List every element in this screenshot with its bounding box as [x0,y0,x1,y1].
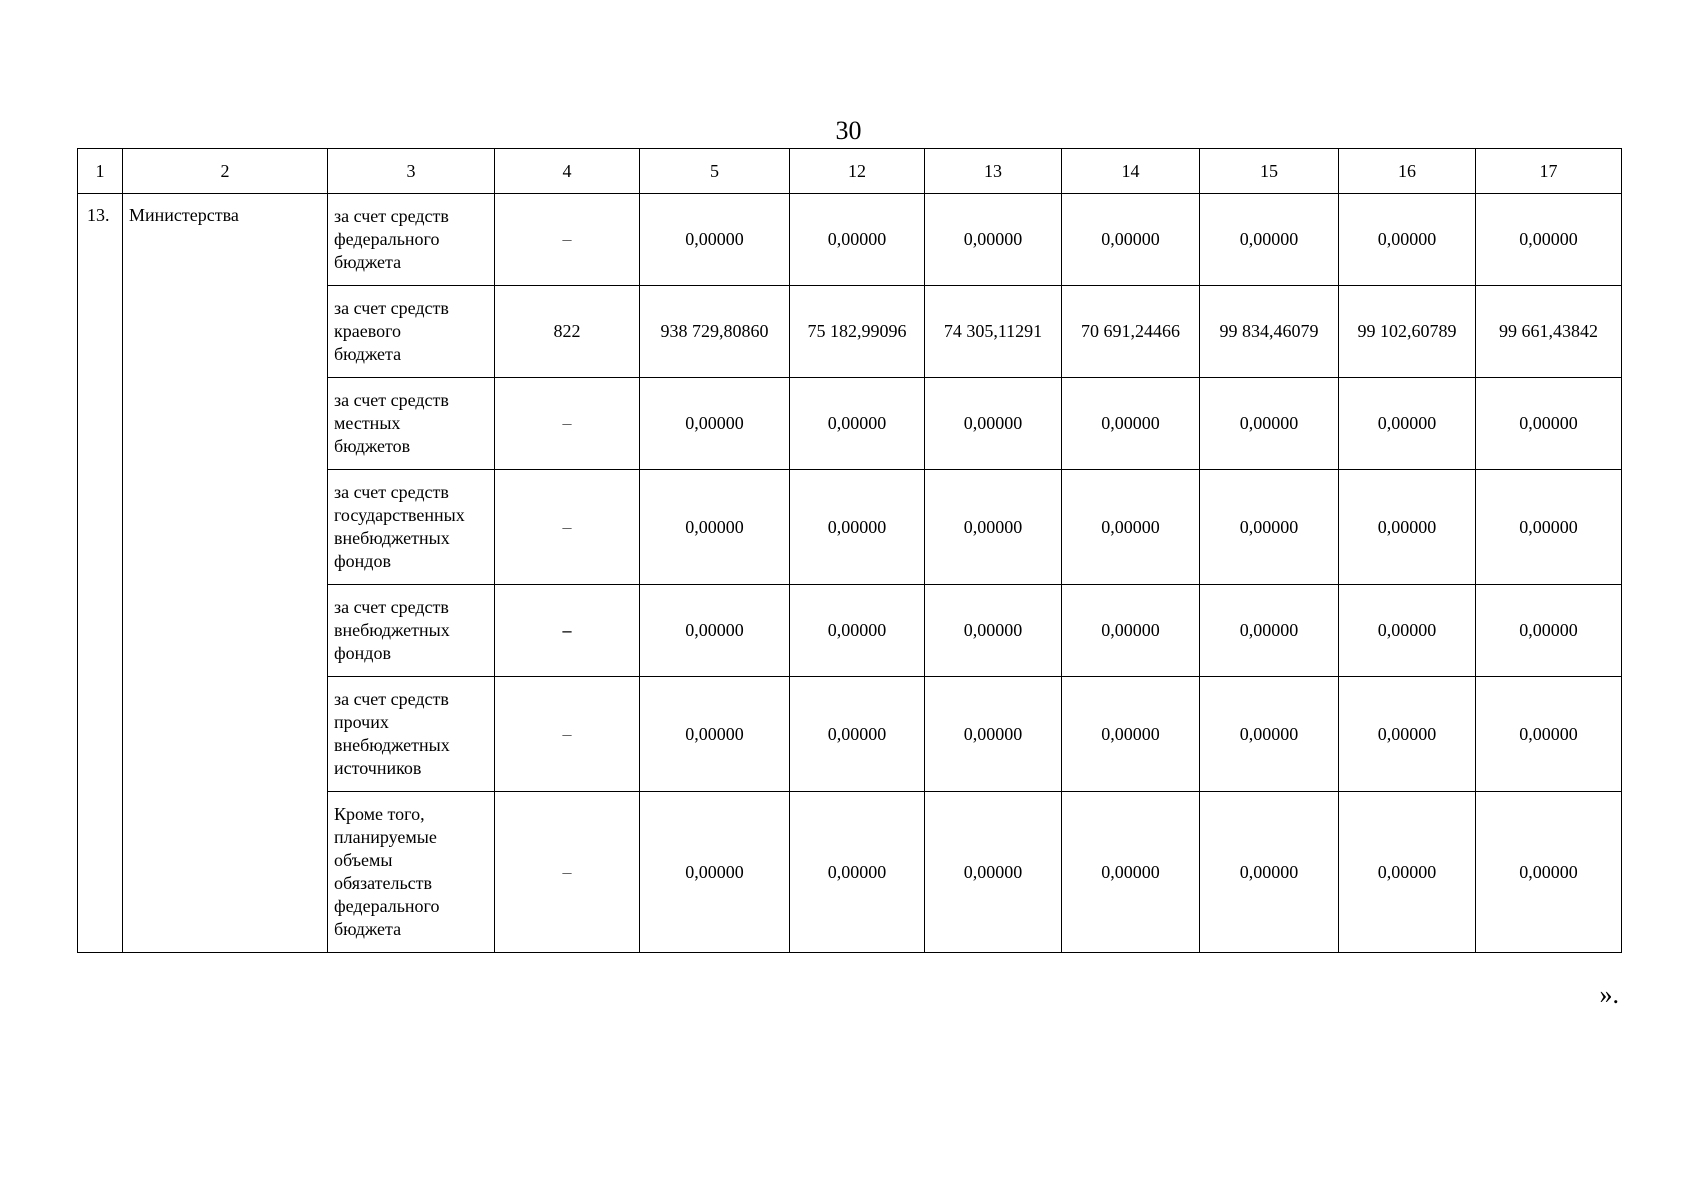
value-cell: 0,00000 [1339,585,1476,677]
value-cell: 0,00000 [1476,792,1622,953]
value-cell: 0,00000 [790,378,925,470]
header-cell: 16 [1339,149,1476,194]
value-cell: 938 729,80860 [640,286,790,378]
header-cell: 5 [640,149,790,194]
value-cell: 0,00000 [1062,585,1200,677]
value-cell: 0,00000 [925,585,1062,677]
value-cell: 0,00000 [1200,585,1339,677]
header-row [78,149,1622,194]
header-cell: 17 [1476,149,1622,194]
value-cell: 99 834,46079 [1200,286,1339,378]
value-cell: 0,00000 [1476,585,1622,677]
value-cell: 0,00000 [1062,378,1200,470]
value-cell: 0,00000 [1339,194,1476,286]
budget-code: 822 [495,286,640,378]
value-cell: 0,00000 [925,677,1062,792]
budget-table [77,148,1622,953]
closing-quote-mark: ». [1599,980,1619,1009]
value-cell: 0,00000 [1200,470,1339,585]
value-cell: 0,00000 [1476,470,1622,585]
row-name: Министерства [123,194,328,953]
table-row [78,194,1622,286]
value-cell: 0,00000 [925,194,1062,286]
page-number: 30 [835,116,862,145]
value-cell: 0,00000 [1339,378,1476,470]
header-cell: 1 [78,149,123,194]
value-cell: 0,00000 [1062,470,1200,585]
budget-code: – [495,677,640,792]
value-cell: 75 182,99096 [790,286,925,378]
value-cell: 99 102,60789 [1339,286,1476,378]
budget-code: – [495,585,640,677]
value-cell: 70 691,24466 [1062,286,1200,378]
funding-source: за счет средств федерального бюджета [328,194,495,286]
value-cell: 0,00000 [790,194,925,286]
header-cell: 13 [925,149,1062,194]
budget-code: – [495,470,640,585]
value-cell: 0,00000 [925,792,1062,953]
value-cell: 0,00000 [1200,378,1339,470]
value-cell: 0,00000 [1476,677,1622,792]
value-cell: 0,00000 [640,470,790,585]
value-cell: 0,00000 [1339,677,1476,792]
value-cell: 0,00000 [1062,792,1200,953]
funding-source: Кроме того, планируемые объемы обязательств федерального бюджета [328,792,495,953]
header-cell: 12 [790,149,925,194]
value-cell: 0,00000 [640,677,790,792]
value-cell: 0,00000 [1200,792,1339,953]
funding-source: за счет средств внебюджетных фондов [328,585,495,677]
value-cell: 0,00000 [1339,470,1476,585]
budget-code: – [495,792,640,953]
value-cell: 0,00000 [1062,194,1200,286]
value-cell: 0,00000 [1200,677,1339,792]
funding-source: за счет средств государственных внебюджетных фондов [328,470,495,585]
funding-source: за счет средств прочих внебюджетных источников [328,677,495,792]
value-cell: 0,00000 [790,792,925,953]
row-number: 13. [78,194,123,953]
value-cell: 99 661,43842 [1476,286,1622,378]
value-cell: 0,00000 [1476,194,1622,286]
budget-code: – [495,378,640,470]
header-cell: 4 [495,149,640,194]
header-cell: 2 [123,149,328,194]
value-cell: 0,00000 [1062,677,1200,792]
value-cell: 0,00000 [640,792,790,953]
value-cell: 0,00000 [1476,378,1622,470]
value-cell: 74 305,11291 [925,286,1062,378]
value-cell: 0,00000 [925,470,1062,585]
header-cell: 15 [1200,149,1339,194]
funding-source: за счет средств местных бюджетов [328,378,495,470]
funding-source: за счет средств краевого бюджета [328,286,495,378]
value-cell: 0,00000 [640,378,790,470]
value-cell: 0,00000 [790,470,925,585]
budget-code: – [495,194,640,286]
value-cell: 0,00000 [1339,792,1476,953]
value-cell: 0,00000 [790,585,925,677]
value-cell: 0,00000 [925,378,1062,470]
value-cell: 0,00000 [790,677,925,792]
value-cell: 0,00000 [1200,194,1339,286]
value-cell: 0,00000 [640,585,790,677]
header-cell: 14 [1062,149,1200,194]
header-cell: 3 [328,149,495,194]
value-cell: 0,00000 [640,194,790,286]
